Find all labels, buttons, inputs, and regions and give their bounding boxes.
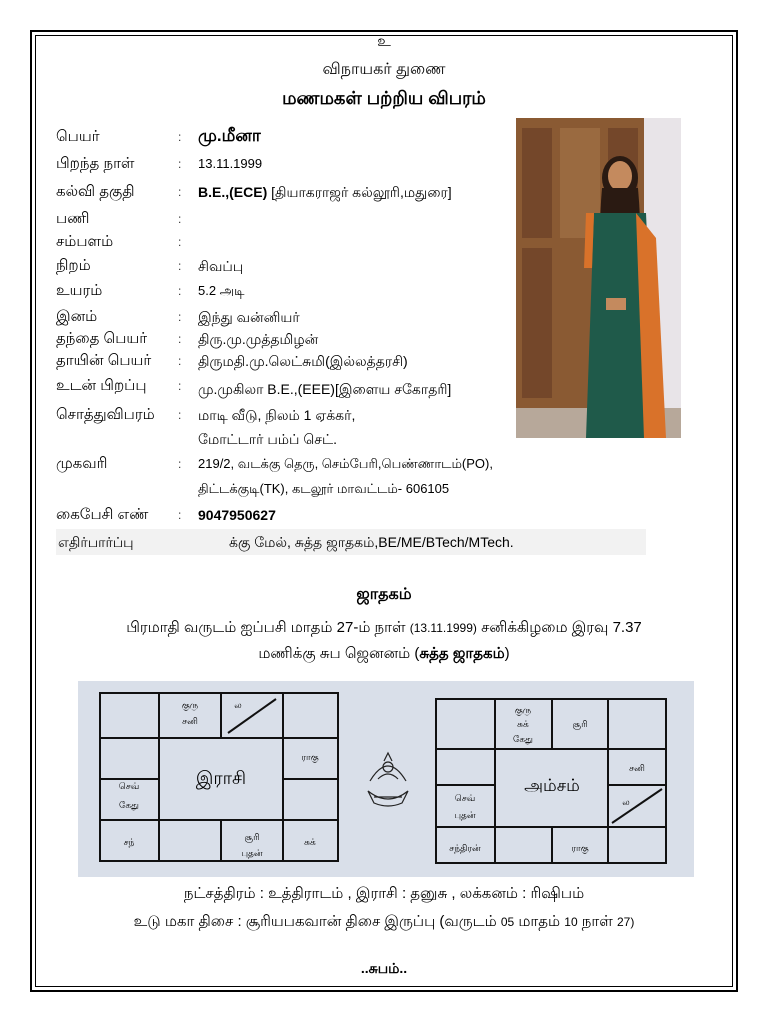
complexion-label: நிறம்	[56, 257, 91, 274]
closing-subam: ..சுபம்..	[360, 960, 408, 976]
pillaiyar-suli: உ	[377, 33, 391, 50]
separator: :	[178, 408, 182, 422]
amsam-santhiran: சந்திரன்	[449, 844, 481, 854]
dasa-text-a: உடு மகா திசை : சூரியபகவான் திசை இருப்பு (வருடம்	[133, 913, 501, 930]
birth-text-a: மணிக்கு சுப ஜெனனம் (	[258, 645, 420, 662]
education-value	[198, 183, 568, 201]
height-label: உயரம்	[56, 282, 103, 299]
separator: :	[178, 130, 182, 144]
property-value-line2: மோட்டார் பம்ப் செட்.	[198, 431, 337, 447]
amsam-puthan: புதன்	[454, 811, 476, 821]
expectation-label: எதிர்பார்ப்பு	[58, 534, 134, 550]
amsam-suk: சுக்	[517, 720, 529, 730]
separator: :	[178, 379, 182, 393]
separator: :	[178, 508, 182, 522]
separator: :	[178, 185, 182, 199]
amsam-kethu: கேது	[513, 735, 533, 745]
amsam-sev: செவ்	[454, 794, 476, 804]
dasa-days: 27)	[616, 915, 635, 929]
siblings-value: மு.முகிலா B.E.,(EEE)[இளைய சகோதரி]	[198, 381, 452, 397]
expectation-row	[56, 529, 646, 555]
amsam-sani: சனி	[629, 764, 645, 774]
mother-value: திருமதி.மு.லெட்சுமி(இல்லத்தரசி)	[198, 353, 408, 369]
dob-label: பிறந்த நாள்	[56, 155, 135, 172]
bride-photo	[516, 118, 681, 438]
page-title: மணமகள் பற்றிய விபரம்	[282, 88, 486, 108]
rasi-kethu: கேது	[119, 801, 139, 811]
birth-details-line1	[35, 619, 733, 638]
name-value: மு.மீனா	[198, 126, 261, 145]
amsam-raagu: ராகு	[571, 844, 589, 854]
rasi-la: ல	[234, 701, 242, 711]
birth-details-line2	[35, 645, 733, 664]
name-label: பெயர்	[56, 128, 100, 145]
dasa-text-c: மாதம்	[514, 913, 565, 930]
address-value-line1: 219/2, வடக்கு தெரு, செம்பேரி,பெண்ணாடம்(PO),	[198, 456, 493, 471]
salary-label: சம்பளம்	[56, 233, 114, 250]
rasi-sev: செவ்	[118, 782, 140, 792]
property-value-line1: மாடி வீடு, நிலம் 1 ஏக்கர்,	[198, 407, 356, 423]
dasa-years: 05	[500, 915, 515, 929]
caste-label: இனம்	[56, 308, 98, 325]
address-value-line2: திட்டக்குடி(TK), கடலூர் மாவட்டம்- 606105	[198, 481, 450, 496]
address-label: முகவரி	[56, 455, 108, 472]
rasi-suk: சுக்	[304, 838, 316, 848]
phone-value: 9047950627	[198, 507, 276, 523]
amsam-suri: சூரி	[572, 720, 588, 730]
dasa-months: 10	[564, 915, 578, 929]
separator: :	[178, 212, 182, 226]
kalasam-icon	[368, 753, 408, 806]
rasi-guru: குரு	[181, 701, 199, 711]
dob-value: 13.11.1999	[198, 156, 263, 171]
separator: :	[178, 284, 182, 298]
father-value: திரு.மு.முத்தமிழன்	[198, 331, 319, 347]
horoscope-charts	[78, 681, 694, 877]
separator: :	[178, 310, 182, 324]
birth-year-month: பிரமாதி வருடம் ஐப்பசி மாதம் 27-ம் நாள்	[126, 619, 410, 636]
rasi-center-label: இராசி	[195, 768, 247, 789]
amsam-guru: குரு	[514, 706, 532, 716]
birth-text-c: )	[504, 645, 510, 662]
separator: :	[178, 354, 182, 368]
separator: :	[178, 332, 182, 346]
amsam-center-label: அம்சம்	[524, 776, 580, 796]
mother-label: தாயின் பெயர்	[56, 352, 152, 369]
phone-label: கைபேசி எண்	[56, 506, 149, 523]
dasa-line	[35, 913, 733, 932]
charts-drawing	[78, 681, 694, 877]
complexion-value: சிவப்பு	[198, 258, 244, 274]
separator: :	[178, 235, 182, 249]
rasi-puthan: புதன்	[241, 849, 263, 859]
siblings-label: உடன் பிறப்பு	[56, 377, 147, 394]
birth-date: (13.11.1999)	[409, 621, 477, 635]
property-label: சொத்துவிபரம்	[56, 406, 155, 423]
rasi-raagu: ராகு	[301, 753, 319, 763]
expectation-value: க்கு மேல், சுத்த ஜாதகம்,BE/ME/BTech/MTech.	[229, 534, 514, 550]
separator: :	[178, 157, 182, 171]
star-line: நட்சத்திரம் : உத்திராடம் , இராசி : தனுசு , லக்கனம் : ரிஷிபம்	[183, 885, 585, 902]
separator: :	[178, 259, 182, 273]
invocation: விநாயகர் துணை	[322, 61, 446, 78]
photo-illustration	[516, 118, 681, 438]
jathagam-title: ஜாதகம்	[356, 586, 412, 603]
job-label: பணி	[56, 210, 90, 227]
rasi-suri: சூரி	[244, 833, 260, 843]
height-value: 5.2 அடி	[198, 283, 245, 298]
rasi-san: சந்	[123, 838, 135, 848]
education-label: கல்வி தகுதி	[56, 183, 135, 200]
separator: :	[178, 457, 182, 471]
birth-day-time: சனிக்கிழமை இரவு 7.37	[476, 619, 642, 636]
suddha-jathagam: சுத்த ஜாதகம்	[419, 645, 505, 662]
amsam-la: ல	[622, 798, 630, 808]
caste-value: இந்து வன்னியர்	[198, 309, 300, 325]
education-degree: B.E.,(ECE)	[198, 184, 268, 200]
father-label: தந்தை பெயர்	[56, 330, 148, 347]
rasi-sani: சனி	[182, 717, 198, 727]
education-college: [தியாகராஜர் கல்லூரி,மதுரை]	[267, 184, 452, 200]
dasa-text-e: நாள்	[577, 913, 617, 930]
